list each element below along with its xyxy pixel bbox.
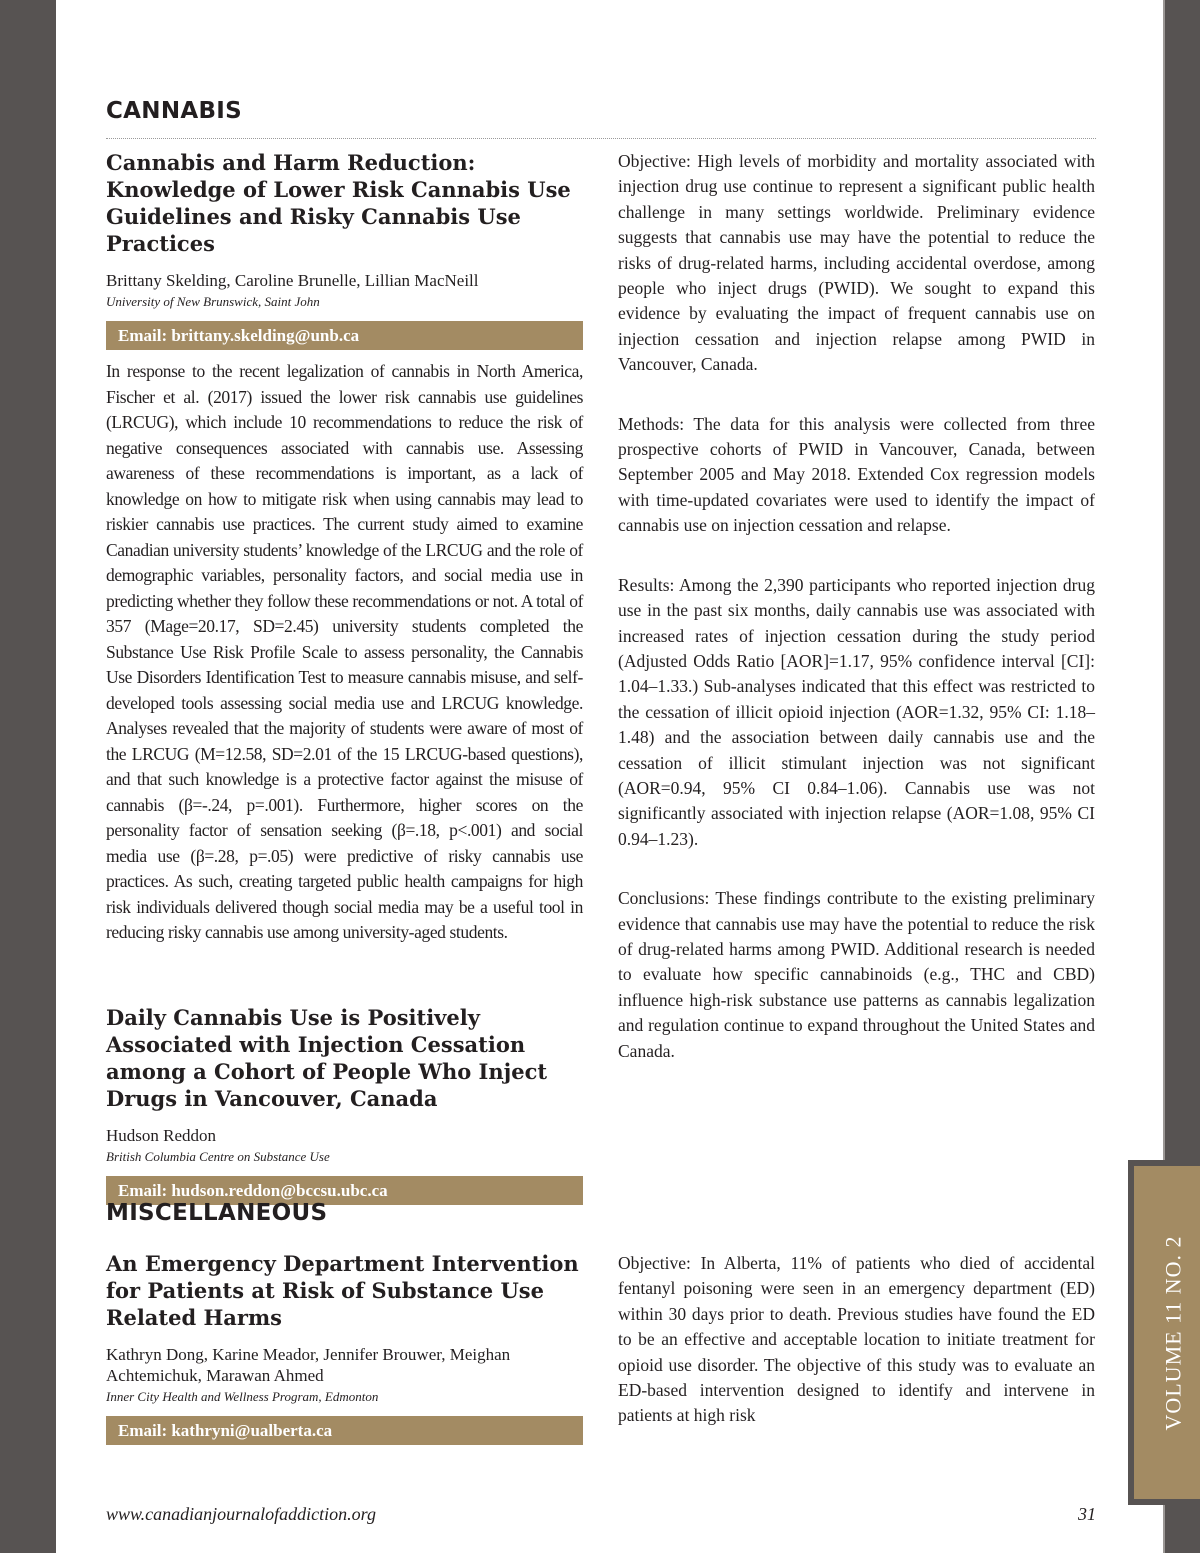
article2-title: Daily Cannabis Use is Positively Associated with Injection Cessation among a Cohort of People Who Inject Drugs in Vancouver, Canada (106, 1005, 548, 1111)
article2-conclusions: Conclusions: These findings contribute to the existing preliminary evidence that cannabis use may have the potential to reduce the risk of drug-related harms among PWID. Additional research is needed to evaluate how specific cannabinoids (e.g., THC and CBD) influence high-risk substance use patterns as cannabis legalization and regulation continue to expand throughout the United States and Canada. (618, 888, 1095, 1061)
article3-title: An Emergency Department Intervention for Patients at Risk of Substance Use Related Harms (106, 1251, 579, 1330)
volume-label-wrap (1148, 1160, 1200, 1505)
article3 (106, 1250, 583, 1445)
section-title-miscellaneous: MISCELLANEOUS (106, 1200, 328, 1226)
footer-url[interactable]: www.canadianjournalofaddiction.org (106, 1504, 377, 1524)
article1-email[interactable]: Email: brittany.skelding@unb.ca (106, 321, 583, 350)
article3-objective: Objective: In Alberta, 11% of patients who died of accidental fentanyl poisoning were seen in an emergency department (ED) within 30 days prior to death. Previous studies have found the ED to be an effective and acceptable location to initiate treatment for opioid use disorder. The objective of this study was to evaluate an ED-based intervention designed to identify and intervene in patients at high risk (618, 1253, 1095, 1426)
article2-objective: Objective: High levels of morbidity and mortality associated with injection drug use continue to represent a significant public health challenge in many settings worldwide. Preliminary evidence suggests that cannabis use may have the potential to reduce the risks of drug-related harms, including accidental overdose, among people who inject drugs (PWID). We sought to expand this evidence by evaluating the impact of frequent cannabis use on injection cessation and injection relapse among PWID in Vancouver, Canada. (618, 151, 1095, 375)
article1-title: Cannabis and Harm Reduction: Knowledge of Lower Risk Cannabis Use Guidelines and Risky Cannabis Use Practices (106, 150, 571, 256)
section-title-cannabis: CANNABIS (106, 98, 243, 124)
article2-authors: Hudson Reddon (106, 1126, 217, 1145)
article2-methods: Methods: The data for this analysis were collected from three prospective cohorts of PWID in Vancouver, Canada, between September 2005 and May 2018. Extended Cox regression models with time-updated covariates were used to identify the impact of cannabis use on injection cessation and relapse. (618, 413, 1095, 536)
article3-authors: Kathryn Dong, Karine Meador, Jennifer Brouwer, Meighan Achtemichuk, Marawan Ahmed (106, 1345, 511, 1385)
volume-label: VOLUME 11 NO. 2 (1161, 1234, 1186, 1431)
article1-affiliation: University of New Brunswick, Saint John (106, 294, 320, 309)
article2-affiliation: British Columbia Centre on Substance Use (106, 1149, 330, 1164)
article3-email[interactable]: Email: kathryni@ualberta.ca (106, 1416, 583, 1445)
article1-abstract: In response to the recent legalization of cannabis in North America, Fischer et al. (2017) issued the lower risk cannabis use guidelines (LRCUG), which include 10 recommendations to reduce the risk of negative consequences associated with cannabis use. Assessing awareness of these recommendations is important, as a lack of knowledge on how to mitigate risk when using cannabis may lead to riskier cannabis use practices. The current study aimed to examine Canadian university students’ knowledge of the LRCUG and the role of demographic variables, personality factors, and social media use in predicting whether they follow these recommendations or not. A total of 357 (Mage=20.17, SD=2.45) university students completed the Substance Use Risk Profile Scale to assess personality, the Cannabis Use Disorders Identification Test to measure cannabis misuse, and self-developed tools assessing social media use and LRCUG knowledge. Analyses revealed that the majority of students were aware of most of the LRCUG (M=12.58, SD=2.01 of the 15 LRCUG-based questions), and that such knowledge is a protective factor against the misuse of cannabis (β=-.24, p=.001). Furthermore, higher scores on the personality factor of sensation seeking (β=.18, p<.001) and social media use (β=.28, p=.05) were predictive of risky cannabis use practices. As such, creating targeted public health campaigns for high risk individuals delivered though social media may be a useful tool in reducing risky cannabis use among university-aged students. (106, 361, 583, 942)
article1 (106, 149, 583, 946)
article2-results: Results: Among the 2,390 participants who reported injection drug use in the past six months, daily cannabis use was associated with increased rates of injection cessation during the study period (Adjusted Odds Ratio [AOR]=1.17, 95% confidence interval [CI]: 1.04–1.33.) Sub-analyses indicated that this effect was restricted to the cessation of illicit opioid injection (AOR=1.32, 95% CI: 1.18–1.48) and the association between daily cannabis use and the cessation of illicit stimulant injection was not significant (AOR=0.94, 95% CI 0.84–1.06). Cannabis use was not significantly associated with injection relapse (AOR=1.08, 95% CI 0.94–1.23). (618, 574, 1095, 849)
left-margin-bar (0, 0, 56, 1553)
article3-body (618, 1251, 1095, 1454)
article1-authors: Brittany Skelding, Caroline Brunelle, Lillian MacNeill (106, 271, 479, 290)
article3-affiliation: Inner City Health and Wellness Program, Edmonton (106, 1389, 379, 1404)
article2 (106, 1004, 583, 1205)
article2-body (618, 149, 1095, 1064)
page-number: 31 (1078, 1504, 1096, 1524)
section-divider (106, 138, 1096, 139)
article2-email[interactable]: Email: hudson.reddon@bccsu.ubc.ca (106, 1176, 583, 1205)
